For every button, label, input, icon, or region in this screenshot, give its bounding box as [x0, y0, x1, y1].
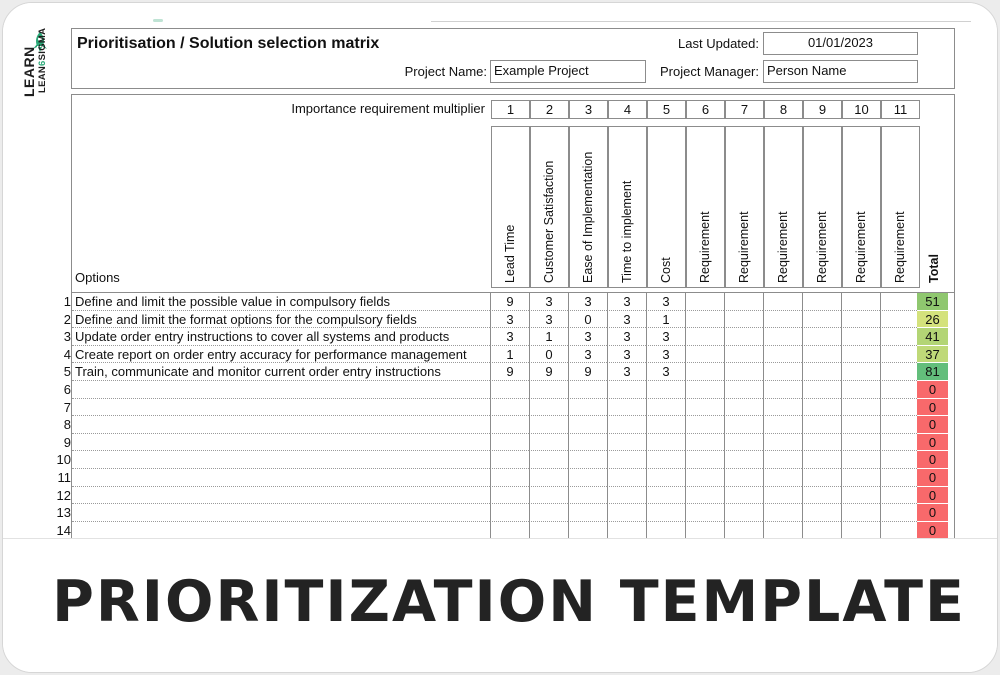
project-name-label: Project Name: — [404, 64, 487, 79]
multiplier-label: Importance requirement multiplier — [291, 101, 485, 116]
score-cell[interactable] — [841, 434, 880, 452]
option-text-cell[interactable] — [72, 381, 490, 399]
table-row — [33, 434, 983, 452]
score-cell[interactable] — [841, 451, 880, 469]
row-number: 2 — [63, 311, 71, 327]
score-cell[interactable] — [568, 399, 607, 417]
score-cell[interactable] — [802, 399, 841, 417]
multiplier-cell[interactable]: 4 — [608, 100, 647, 119]
score-cell[interactable] — [763, 451, 802, 469]
multiplier-cell[interactable]: 10 — [842, 100, 881, 119]
last-updated-label: Last Updated: — [678, 36, 759, 51]
score-cell[interactable] — [685, 504, 724, 522]
score-cell[interactable]: 9 — [568, 363, 607, 381]
score-cell[interactable] — [724, 363, 763, 381]
score-cell[interactable] — [880, 381, 919, 399]
score-cell[interactable]: 3 — [607, 346, 646, 364]
logo-word-learn: LEARN — [21, 46, 37, 97]
last-updated-field[interactable]: 01/01/2023 — [763, 32, 918, 55]
total-header — [921, 126, 952, 288]
score-cell[interactable] — [724, 487, 763, 505]
score-cell[interactable]: 0 — [529, 346, 568, 364]
total-cell: 0 — [917, 416, 948, 434]
total-cell: 0 — [917, 522, 948, 538]
score-cell[interactable] — [724, 416, 763, 434]
banner-title: PRIORITIZATION TEMPLATE — [52, 569, 966, 635]
title-banner — [3, 538, 998, 673]
score-cell[interactable] — [802, 381, 841, 399]
score-cell[interactable] — [607, 434, 646, 452]
row-number: 9 — [63, 434, 71, 450]
score-cell[interactable] — [685, 522, 724, 538]
score-cell[interactable] — [841, 363, 880, 381]
score-cell[interactable]: 3 — [646, 363, 685, 381]
multiplier-cell[interactable]: 9 — [803, 100, 842, 119]
criteria-header[interactable] — [881, 126, 920, 288]
table-row — [33, 504, 983, 522]
score-cell[interactable] — [490, 487, 529, 505]
top-accent-mark — [153, 19, 163, 22]
score-cell[interactable] — [724, 504, 763, 522]
score-cell[interactable] — [880, 451, 919, 469]
score-cell[interactable] — [685, 363, 724, 381]
score-cell[interactable] — [880, 434, 919, 452]
top-divider — [431, 21, 971, 22]
score-cell[interactable] — [724, 399, 763, 417]
option-text-cell[interactable] — [72, 451, 490, 469]
score-cell[interactable]: 3 — [607, 328, 646, 346]
criteria-label: Requirement — [815, 211, 829, 283]
score-cell[interactable] — [685, 469, 724, 487]
score-cell[interactable] — [529, 381, 568, 399]
score-cell[interactable] — [529, 504, 568, 522]
score-cell[interactable] — [841, 487, 880, 505]
score-cell[interactable] — [568, 487, 607, 505]
score-cell[interactable]: 3 — [490, 311, 529, 329]
option-text-cell[interactable] — [72, 469, 490, 487]
score-cell[interactable]: 3 — [529, 293, 568, 311]
multiplier-cell[interactable]: 3 — [569, 100, 608, 119]
score-cell[interactable] — [802, 416, 841, 434]
score-cell[interactable] — [568, 451, 607, 469]
score-cell[interactable] — [607, 487, 646, 505]
criteria-header[interactable] — [842, 126, 881, 288]
score-cell[interactable]: 9 — [490, 363, 529, 381]
score-cell[interactable] — [490, 434, 529, 452]
criteria-label: Time to implement — [620, 180, 634, 283]
table-row — [33, 469, 983, 487]
score-cell[interactable] — [529, 399, 568, 417]
score-cell[interactable] — [763, 363, 802, 381]
score-cell[interactable] — [802, 504, 841, 522]
score-cell[interactable] — [607, 469, 646, 487]
table-row — [33, 381, 983, 399]
criteria-label: Requirement — [698, 211, 712, 283]
score-cell[interactable] — [724, 293, 763, 311]
score-cell[interactable] — [763, 399, 802, 417]
score-cell[interactable] — [841, 399, 880, 417]
option-text-cell[interactable] — [72, 399, 490, 417]
option-text-cell[interactable]: Define and limit the format options for the compulsory fields — [72, 311, 490, 329]
score-cell[interactable]: 3 — [607, 363, 646, 381]
criteria-header[interactable] — [569, 126, 608, 288]
option-text-cell[interactable] — [72, 487, 490, 505]
total-cell: 81 — [917, 363, 948, 381]
project-name-field[interactable]: Example Project — [490, 60, 646, 83]
score-cell[interactable]: 0 — [568, 311, 607, 329]
score-cell[interactable]: 3 — [607, 311, 646, 329]
score-cell[interactable]: 9 — [490, 293, 529, 311]
total-cell: 0 — [917, 469, 948, 487]
table-row — [33, 487, 983, 505]
score-cell[interactable]: 3 — [607, 293, 646, 311]
score-cell[interactable] — [646, 416, 685, 434]
score-cell[interactable]: 3 — [568, 293, 607, 311]
table-row — [33, 416, 983, 434]
score-cell[interactable] — [880, 504, 919, 522]
total-cell: 0 — [917, 434, 948, 452]
multiplier-cell[interactable]: 6 — [686, 100, 725, 119]
criteria-label: Requirement — [737, 211, 751, 283]
score-cell[interactable] — [490, 522, 529, 538]
score-cell[interactable] — [724, 346, 763, 364]
score-cell[interactable] — [763, 469, 802, 487]
score-cell[interactable] — [607, 399, 646, 417]
score-cell[interactable] — [841, 416, 880, 434]
score-cell[interactable] — [841, 328, 880, 346]
criteria-header[interactable] — [686, 126, 725, 288]
multiplier-cell[interactable]: 11 — [881, 100, 920, 119]
score-cell[interactable] — [880, 416, 919, 434]
score-cell[interactable] — [880, 469, 919, 487]
score-cell[interactable] — [880, 346, 919, 364]
score-cell[interactable] — [724, 434, 763, 452]
score-cell[interactable] — [763, 328, 802, 346]
score-cell[interactable] — [568, 522, 607, 538]
option-text-cell[interactable]: Update order entry instructions to cover all systems and products — [72, 328, 490, 346]
row-number: 14 — [56, 522, 71, 538]
score-cell[interactable] — [763, 434, 802, 452]
score-cell[interactable] — [880, 363, 919, 381]
score-cell[interactable] — [724, 469, 763, 487]
score-cell[interactable]: 3 — [646, 293, 685, 311]
score-cell[interactable] — [490, 416, 529, 434]
score-cell[interactable] — [841, 469, 880, 487]
score-cell[interactable] — [841, 346, 880, 364]
score-cell[interactable] — [568, 434, 607, 452]
score-cell[interactable] — [685, 328, 724, 346]
score-cell[interactable] — [724, 328, 763, 346]
multiplier-cell[interactable]: 2 — [530, 100, 569, 119]
criteria-header[interactable] — [725, 126, 764, 288]
criteria-header[interactable] — [491, 126, 530, 288]
score-cell[interactable] — [763, 504, 802, 522]
row-number: 13 — [56, 505, 71, 521]
table-row — [33, 451, 983, 469]
row-number: 12 — [56, 487, 71, 503]
learn-lean-sigma-logo — [21, 27, 71, 121]
score-cell[interactable] — [802, 311, 841, 329]
total-cell: 0 — [917, 381, 948, 399]
score-cell[interactable]: 1 — [646, 311, 685, 329]
score-cell[interactable] — [529, 416, 568, 434]
score-cell[interactable] — [646, 434, 685, 452]
score-cell[interactable] — [529, 469, 568, 487]
score-cell[interactable] — [529, 434, 568, 452]
multiplier-cell[interactable]: 5 — [647, 100, 686, 119]
project-manager-field[interactable]: Person Name — [763, 60, 918, 83]
criteria-label: Ease of Implementation — [581, 151, 595, 283]
row-number: 4 — [63, 346, 71, 362]
criteria-header[interactable] — [647, 126, 686, 288]
score-cell[interactable] — [802, 346, 841, 364]
score-cell[interactable] — [724, 311, 763, 329]
page-title: Prioritisation / Solution selection matrix — [77, 35, 380, 52]
score-cell[interactable] — [841, 504, 880, 522]
table-row — [33, 311, 983, 329]
score-cell[interactable] — [685, 381, 724, 399]
row-number: 3 — [63, 329, 71, 345]
options-header: Options — [75, 270, 120, 285]
criteria-label: Lead Time — [503, 224, 517, 283]
score-cell[interactable]: 1 — [529, 328, 568, 346]
score-cell[interactable] — [763, 293, 802, 311]
table-row — [33, 363, 983, 381]
table-row — [33, 399, 983, 417]
table-row — [33, 293, 983, 311]
score-cell[interactable] — [724, 451, 763, 469]
score-cell[interactable] — [724, 522, 763, 538]
score-cell[interactable] — [763, 381, 802, 399]
score-cell[interactable] — [802, 434, 841, 452]
option-text-cell[interactable]: Create report on order entry accuracy for performance management — [72, 346, 490, 364]
criteria-header[interactable] — [608, 126, 647, 288]
total-header-label: Total — [927, 254, 941, 283]
score-cell[interactable]: 3 — [490, 328, 529, 346]
score-cell[interactable] — [568, 469, 607, 487]
score-cell[interactable]: 3 — [646, 328, 685, 346]
score-cell[interactable] — [646, 487, 685, 505]
score-cell[interactable] — [802, 328, 841, 346]
option-text-cell[interactable] — [72, 504, 490, 522]
multiplier-cell[interactable]: 7 — [725, 100, 764, 119]
score-cell[interactable] — [763, 522, 802, 538]
template-card — [2, 2, 998, 673]
score-cell[interactable] — [529, 451, 568, 469]
score-cell[interactable]: 3 — [568, 346, 607, 364]
total-cell: 26 — [917, 311, 948, 329]
score-cell[interactable] — [685, 399, 724, 417]
score-cell[interactable] — [685, 487, 724, 505]
row-number: 7 — [63, 399, 71, 415]
criteria-label: Requirement — [854, 211, 868, 283]
score-cell[interactable]: 1 — [490, 346, 529, 364]
option-text-cell[interactable] — [72, 522, 490, 538]
score-cell[interactable] — [607, 522, 646, 538]
row-number: 10 — [56, 452, 71, 468]
score-cell[interactable] — [607, 451, 646, 469]
score-cell[interactable] — [802, 522, 841, 538]
score-cell[interactable] — [685, 451, 724, 469]
row-number: 8 — [63, 417, 71, 433]
total-cell: 0 — [917, 504, 948, 522]
score-cell[interactable] — [568, 381, 607, 399]
score-cell[interactable] — [763, 346, 802, 364]
score-cell[interactable]: 3 — [646, 346, 685, 364]
score-cell[interactable] — [841, 293, 880, 311]
score-cell[interactable] — [568, 416, 607, 434]
option-text-cell[interactable]: Define and limit the possible value in compulsory fields — [72, 293, 490, 311]
score-cell[interactable] — [529, 487, 568, 505]
score-cell[interactable] — [802, 293, 841, 311]
criteria-header[interactable] — [803, 126, 842, 288]
option-text-cell[interactable] — [72, 434, 490, 452]
score-cell[interactable] — [490, 381, 529, 399]
score-cell[interactable] — [802, 469, 841, 487]
score-cell[interactable]: 9 — [529, 363, 568, 381]
score-cell[interactable] — [763, 487, 802, 505]
criteria-label: Customer Satisfaction — [542, 160, 556, 283]
score-cell[interactable] — [880, 399, 919, 417]
score-cell[interactable] — [685, 416, 724, 434]
score-cell[interactable] — [607, 416, 646, 434]
total-cell: 0 — [917, 487, 948, 505]
score-cell[interactable] — [490, 399, 529, 417]
score-cell[interactable] — [841, 311, 880, 329]
score-cell[interactable] — [529, 522, 568, 538]
table-row — [33, 328, 983, 346]
score-cell[interactable] — [685, 311, 724, 329]
criteria-label: Requirement — [893, 211, 907, 283]
score-cell[interactable] — [607, 381, 646, 399]
score-cell[interactable] — [646, 451, 685, 469]
score-cell[interactable] — [646, 399, 685, 417]
criteria-header[interactable] — [764, 126, 803, 288]
score-cell[interactable] — [685, 293, 724, 311]
score-cell[interactable] — [880, 522, 919, 538]
score-cell[interactable] — [490, 469, 529, 487]
total-cell: 0 — [917, 451, 948, 469]
header-panel — [71, 28, 955, 89]
criteria-header[interactable] — [530, 126, 569, 288]
multiplier-cell[interactable]: 8 — [764, 100, 803, 119]
total-cell: 0 — [917, 399, 948, 417]
table-row — [33, 522, 983, 538]
row-number: 1 — [63, 294, 71, 309]
total-cell: 41 — [917, 328, 948, 346]
score-cell[interactable] — [802, 363, 841, 381]
score-cell[interactable] — [607, 504, 646, 522]
score-cell[interactable] — [685, 434, 724, 452]
logo-word-lean-six-sigma: LEAN6SIGMA — [37, 27, 48, 93]
project-manager-label: Project Manager: — [660, 64, 759, 79]
score-cell[interactable] — [646, 469, 685, 487]
score-cell[interactable] — [841, 522, 880, 538]
score-cell[interactable] — [841, 381, 880, 399]
score-cell[interactable]: 3 — [529, 311, 568, 329]
score-cell[interactable] — [490, 504, 529, 522]
option-text-cell[interactable] — [72, 416, 490, 434]
option-text-cell[interactable]: Train, communicate and monitor current order entry instructions — [72, 363, 490, 381]
score-cell[interactable] — [490, 451, 529, 469]
total-cell: 51 — [917, 293, 948, 311]
score-cell[interactable] — [880, 328, 919, 346]
score-cell[interactable] — [724, 381, 763, 399]
score-cell[interactable] — [763, 416, 802, 434]
row-number: 5 — [63, 364, 71, 380]
total-cell: 37 — [917, 346, 948, 364]
score-cell[interactable] — [646, 522, 685, 538]
multiplier-cell[interactable]: 1 — [491, 100, 530, 119]
criteria-label: Requirement — [776, 211, 790, 283]
score-cell[interactable]: 3 — [568, 328, 607, 346]
score-cell[interactable] — [646, 381, 685, 399]
table-row — [33, 346, 983, 364]
score-cell[interactable] — [880, 293, 919, 311]
score-cell[interactable] — [568, 504, 607, 522]
row-number: 6 — [63, 382, 71, 397]
score-cell[interactable] — [802, 451, 841, 469]
score-cell[interactable] — [880, 487, 919, 505]
score-cell[interactable] — [646, 504, 685, 522]
spreadsheet-screenshot — [3, 3, 998, 538]
row-number: 11 — [57, 470, 71, 485]
score-cell[interactable] — [880, 311, 919, 329]
criteria-label: Cost — [659, 257, 673, 283]
score-cell[interactable] — [802, 487, 841, 505]
score-cell[interactable] — [685, 346, 724, 364]
score-cell[interactable] — [763, 311, 802, 329]
